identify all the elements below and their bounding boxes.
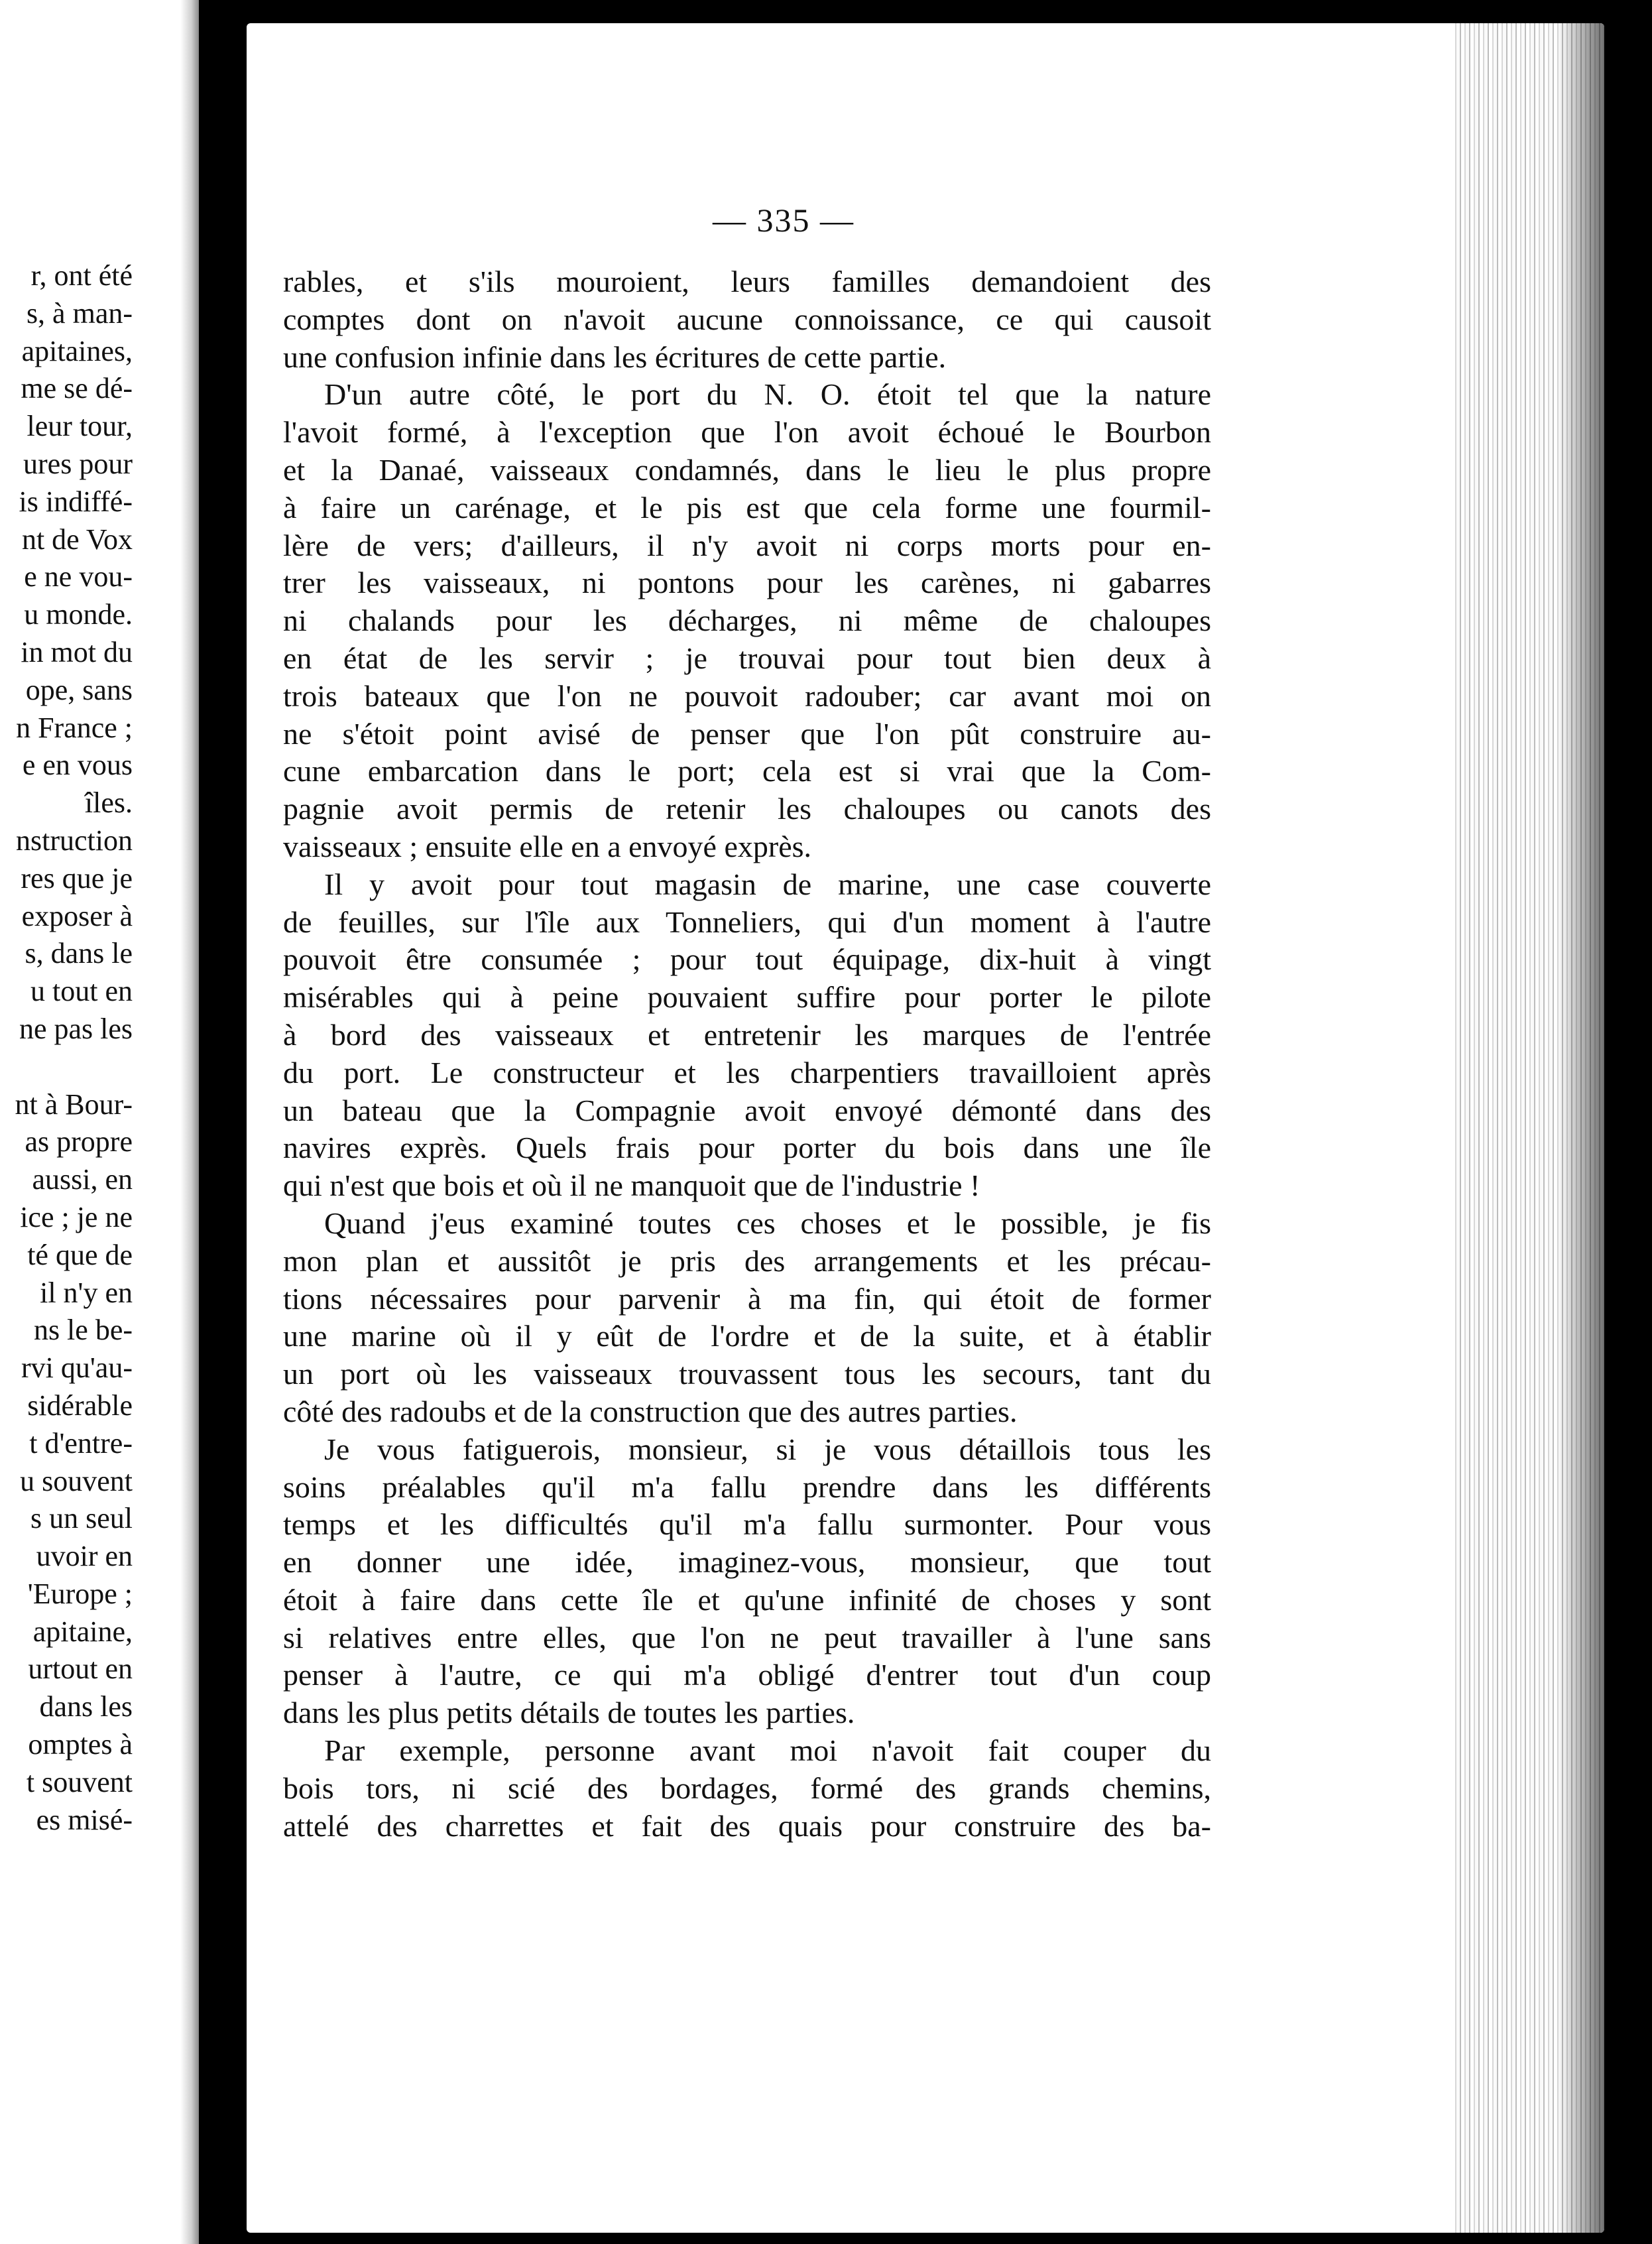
text-line: étoit à faire dans cette île et qu'une infinité de choses y sont bbox=[283, 1582, 1211, 1617]
text-line: bois tors, ni scié des bordages, formé des grands chemins, bbox=[283, 1771, 1211, 1805]
text-line: si relatives entre elles, que l'on ne peut travailler à l'une sans bbox=[283, 1620, 1211, 1654]
left-page-line: res que je bbox=[21, 861, 133, 895]
left-page-line: in mot du bbox=[21, 635, 133, 668]
left-page-text bbox=[0, 257, 133, 1839]
text-line: un bateau que la Compagnie avoit envoyé démonté dans des bbox=[283, 1093, 1211, 1127]
left-page-line: s un seul bbox=[30, 1502, 133, 1535]
text-line: du port. Le constructeur et les charpentiers travailloient après bbox=[283, 1055, 1211, 1090]
text-line: trois bateaux que l'on ne pouvoit radouber; car avant moi on bbox=[283, 678, 1211, 713]
left-page-line: rvi qu'au- bbox=[21, 1351, 133, 1385]
text-line: en état de les servir ; je trouvai pour tout bien deux à bbox=[283, 641, 1211, 675]
left-page-line: s, dans le bbox=[25, 937, 133, 970]
left-page-line: n France ; bbox=[16, 711, 133, 744]
left-page-line: e en vous bbox=[22, 749, 133, 782]
left-page-line: e ne vou- bbox=[24, 560, 133, 593]
text-line: qui n'est que bois et où il ne manquoit que de l'industrie ! bbox=[283, 1168, 980, 1203]
text-line: vaisseaux ; ensuite elle en a envoyé exprès. bbox=[283, 829, 812, 863]
left-page-line: 'Europe ; bbox=[27, 1577, 133, 1610]
left-page-line: apitaine, bbox=[32, 1615, 133, 1648]
left-page-line: nt à Bour- bbox=[15, 1088, 133, 1121]
page-edge-shadow bbox=[1558, 23, 1604, 2233]
text-line: côté des radoubs et de la construction que des autres parties. bbox=[283, 1394, 1018, 1428]
left-page-line: as propre bbox=[25, 1125, 133, 1158]
left-page-line: apitaines, bbox=[21, 334, 133, 367]
left-page-line: is indiffé- bbox=[19, 485, 133, 518]
text-line: à faire un carénage, et le pis est que cela forme une fourmil- bbox=[283, 490, 1211, 525]
page-divider bbox=[199, 0, 247, 2244]
left-page-line: s, à man- bbox=[26, 296, 133, 330]
text-line: rables, et s'ils mouroient, leurs familles demandoient des bbox=[283, 265, 1211, 298]
text-line: une confusion infinie dans les écritures de cette partie. bbox=[283, 340, 947, 374]
left-page-line: ope, sans bbox=[25, 673, 133, 706]
text-line: lère de vers; d'ailleurs, il n'y avoit ni corps morts pour en- bbox=[283, 528, 1211, 562]
left-page-line bbox=[0, 1048, 133, 1086]
text-line: Je vous fatiguerois, monsieur, si je vous détaillois tous les bbox=[324, 1432, 1211, 1466]
text-line: attelé des charrettes et fait des quais pour construire des ba- bbox=[283, 1808, 1211, 1843]
left-page-line: ures pour bbox=[23, 447, 133, 480]
text-line: l'avoit formé, à l'exception que l'on avoit échoué le Bourbon bbox=[283, 415, 1211, 450]
left-page-line: leur tour, bbox=[27, 410, 133, 443]
text-line: en donner une idée, imaginez-vous, monsieur, que tout bbox=[283, 1545, 1211, 1580]
text-line: Il y avoit pour tout magasin de marine, une case couverte bbox=[324, 867, 1211, 901]
text-line: comptes dont on n'avoit aucune connoissance, ce qui causoit bbox=[283, 302, 1211, 336]
text-line: trer les vaisseaux, ni pontons pour les carènes, ni gabarres bbox=[283, 566, 1211, 600]
text-line: et la Danaé, vaisseaux condamnés, dans le lieu le plus propre bbox=[283, 452, 1211, 487]
text-line: de feuilles, sur l'île aux Tonneliers, qui d'un moment à l'autre bbox=[283, 904, 1211, 939]
left-page-line: omptes à bbox=[28, 1728, 133, 1761]
text-line: cune embarcation dans le port; cela est si vrai que la Com- bbox=[283, 754, 1211, 788]
text-line: penser à l'autre, ce qui m'a obligé d'entrer tout d'un coup bbox=[283, 1658, 1211, 1692]
text-line: navires exprès. Quels frais pour porter du bois dans une île bbox=[283, 1131, 1211, 1165]
text-line: pouvoit être consumée ; pour tout équipage, dix-huit à vingt bbox=[283, 942, 1211, 977]
left-page-line: ns le be- bbox=[33, 1314, 133, 1347]
left-page-line: dans les bbox=[39, 1690, 133, 1723]
left-page-line: t d'entre- bbox=[29, 1426, 133, 1460]
left-page-line: r, ont été bbox=[30, 259, 133, 292]
left-page-line: es misé- bbox=[36, 1803, 133, 1836]
left-page-line: îles. bbox=[84, 786, 133, 820]
text-line: un port où les vaisseaux trouvassent tous les secours, tant du bbox=[283, 1357, 1211, 1391]
left-page-line: nt de Vox bbox=[21, 523, 133, 556]
text-line: soins préalables qu'il m'a fallu prendre dans les différents bbox=[283, 1469, 1211, 1504]
left-page-line: té que de bbox=[27, 1238, 133, 1271]
left-page-line: ne pas les bbox=[19, 1012, 133, 1045]
text-line: pagnie avoit permis de retenir les chaloupes ou canots des bbox=[283, 792, 1211, 826]
text-line: Par exemple, personne avant moi n'avoit fait couper du bbox=[324, 1733, 1211, 1768]
left-page-line: u tout en bbox=[30, 975, 133, 1008]
text-line: mon plan et aussitôt je pris des arrangements et les précau- bbox=[283, 1243, 1211, 1278]
text-line: misérables qui à peine pouvaient suffire pour porter le pilote bbox=[283, 980, 1211, 1015]
text-line: une marine où il y eût de l'ordre et de la suite, et à établir bbox=[283, 1319, 1211, 1353]
left-page-line: aussi, en bbox=[32, 1163, 133, 1196]
text-line: D'un autre côté, le port du N. O. étoit tel que la nature bbox=[324, 377, 1211, 412]
text-line: temps et les difficultés qu'il m'a fallu surmonter. Pour vous bbox=[283, 1507, 1211, 1542]
left-page-line: exposer à bbox=[21, 899, 133, 932]
right-page bbox=[247, 23, 1604, 2233]
left-page-line: sidérable bbox=[27, 1389, 133, 1422]
left-page-line: u monde. bbox=[24, 598, 133, 631]
left-page-line: t souvent bbox=[26, 1765, 133, 1798]
left-page-line: me se dé- bbox=[21, 372, 133, 405]
page-number: — 335 — bbox=[713, 202, 855, 239]
left-page-line: il n'y en bbox=[40, 1276, 133, 1309]
text-line: à bord des vaisseaux et entretenir les marques de l'entrée bbox=[283, 1017, 1211, 1052]
text-line: tions nécessaires pour parvenir à ma fin, qui étoit de former bbox=[283, 1281, 1211, 1316]
text-line: Quand j'eus examiné toutes ces choses et le possible, je fis bbox=[324, 1206, 1211, 1240]
left-page-line: ice ; je ne bbox=[20, 1200, 133, 1233]
body-text bbox=[283, 263, 1211, 1845]
left-page-line: nstruction bbox=[16, 824, 133, 857]
left-page-fragment bbox=[0, 0, 199, 2244]
text-line: dans les plus petits détails de toutes les parties. bbox=[283, 1696, 855, 1730]
text-line: ni chalands pour les décharges, ni même de chaloupes bbox=[283, 603, 1211, 638]
text-line: ne s'étoit point avisé de penser que l'on pût construire au- bbox=[283, 716, 1211, 751]
left-page-line: urtout en bbox=[28, 1652, 133, 1686]
left-page-line: uvoir en bbox=[36, 1540, 133, 1573]
left-page-gutter bbox=[180, 0, 199, 2244]
left-page-line: u souvent bbox=[20, 1464, 133, 1497]
